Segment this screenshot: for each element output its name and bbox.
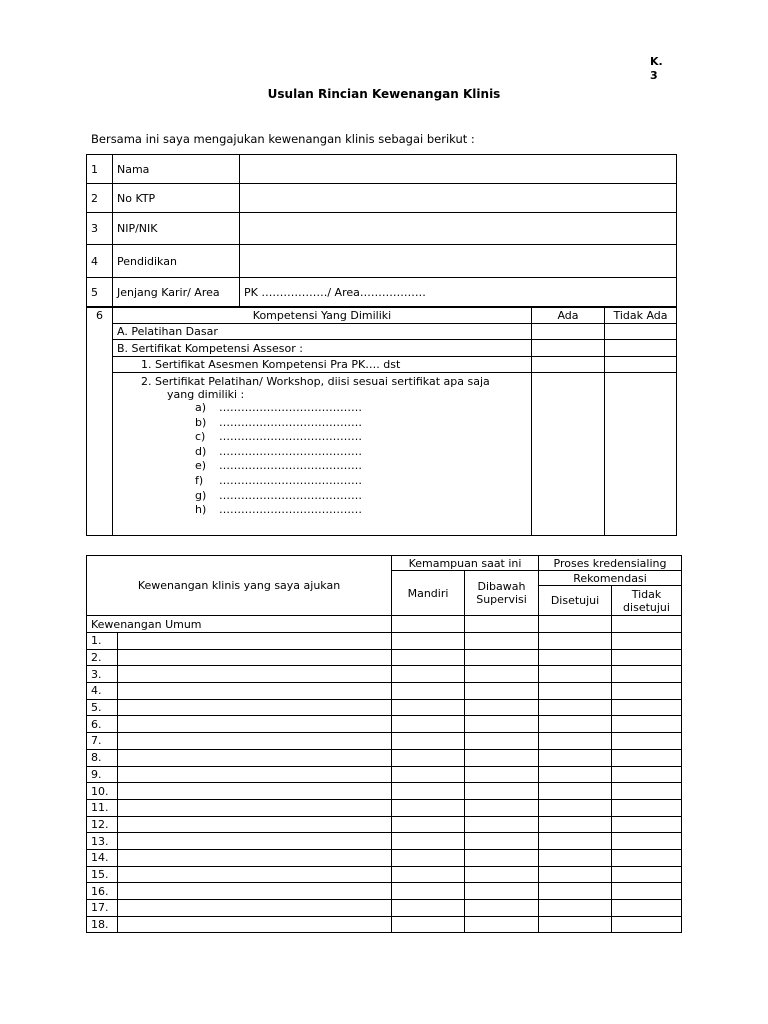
disetujui-cell[interactable] (539, 649, 612, 666)
authority-table (86, 555, 682, 933)
row-number: 12. (87, 816, 118, 833)
row-number: 3. (87, 666, 118, 683)
sub-item-label: g) (195, 488, 207, 502)
authority-entry[interactable] (118, 783, 392, 800)
form-code: K. 3 (650, 55, 663, 81)
competency-table (86, 307, 677, 536)
table-row (87, 883, 682, 900)
field-label: Pendidikan (113, 245, 240, 278)
authority-entry[interactable] (118, 699, 392, 716)
sub-item (117, 430, 527, 445)
intro-text: Bersama ini saya mengajukan kewenangan klinis sebagai berikut : (91, 132, 475, 146)
dibawah-cell[interactable] (465, 833, 539, 850)
disetujui-header: Disetujui (539, 586, 612, 616)
row-number: 2 (87, 184, 113, 213)
tidak-disetujui-cell[interactable] (612, 633, 682, 650)
authority-entry[interactable] (118, 900, 392, 917)
col-ada-header: Ada (532, 308, 605, 324)
number-cell-blank (87, 373, 113, 536)
number-cell-blank (87, 324, 113, 340)
table-row (87, 799, 682, 816)
row-number: 8. (87, 749, 118, 766)
disetujui-cell[interactable] (539, 783, 612, 800)
row-number: 16. (87, 883, 118, 900)
sub-item (117, 445, 527, 460)
mandiri-cell[interactable] (392, 649, 465, 666)
disetujui-cell[interactable] (539, 916, 612, 933)
sub-item (117, 416, 527, 431)
row-number: 9. (87, 766, 118, 783)
pelatihan-line-1: 2. Sertifikat Pelatihan/ Workshop, diisi sesuai sertifikat apa saja (141, 375, 490, 388)
dibawah-cell[interactable] (465, 683, 539, 700)
tidak-disetujui-cell[interactable] (612, 699, 682, 716)
sub-item-dots: ………………………………… (219, 430, 362, 444)
field-label: NIP/NIK (113, 213, 240, 245)
tidak-ada-check-cell[interactable] (605, 324, 677, 340)
mandiri-cell[interactable] (392, 666, 465, 683)
disetujui-cell[interactable] (539, 833, 612, 850)
sub-item-dots: ………………………………… (219, 401, 362, 414)
sub-item-dots: ………………………………… (219, 503, 362, 517)
sub-item-dots: ………………………………… (219, 459, 362, 473)
tidak-disetujui-cell[interactable] (612, 900, 682, 917)
sub-item-dots: ………………………………… (219, 473, 362, 487)
tidak-disetujui-cell[interactable] (612, 683, 682, 700)
disetujui-cell[interactable] (539, 883, 612, 900)
sub-item-list (117, 401, 527, 518)
row-number: 5. (87, 699, 118, 716)
mandiri-cell[interactable] (392, 866, 465, 883)
dibawah-cell[interactable] (465, 699, 539, 716)
dibawah-cell[interactable] (465, 816, 539, 833)
disetujui-cell[interactable] (539, 866, 612, 883)
authority-main-header: Kewenangan klinis yang saya ajukan (87, 556, 392, 616)
mandiri-cell[interactable] (392, 916, 465, 933)
disetujui-cell[interactable] (539, 666, 612, 683)
tidak-disetujui-cell[interactable] (612, 716, 682, 733)
disetujui-cell[interactable] (539, 766, 612, 783)
identity-row (87, 213, 677, 245)
dibawah-cell[interactable] (465, 666, 539, 683)
col-tidak-ada-header: Tidak Ada (605, 308, 677, 324)
row-number: 4. (87, 683, 118, 700)
tidak-disetujui-cell[interactable] (612, 799, 682, 816)
authority-entry[interactable] (118, 883, 392, 900)
row-number: 4 (87, 245, 113, 278)
rekomendasi-header: Rekomendasi (539, 571, 682, 586)
table-row (87, 749, 682, 766)
disetujui-cell[interactable] (539, 683, 612, 700)
row-number: 5 (87, 278, 113, 307)
mandiri-header: Mandiri (392, 571, 465, 616)
cell[interactable] (465, 616, 539, 633)
sub-item (117, 401, 527, 416)
table-row (87, 683, 682, 700)
table-row (87, 633, 682, 650)
authority-entry[interactable] (118, 733, 392, 750)
page-title: Usulan Rincian Kewenangan Klinis (267, 87, 501, 101)
table-row (87, 900, 682, 917)
identity-table (86, 154, 677, 307)
row-number: 11. (87, 799, 118, 816)
disetujui-cell[interactable] (539, 699, 612, 716)
authority-entry[interactable] (118, 916, 392, 933)
disetujui-cell[interactable] (539, 749, 612, 766)
item-sertifikat-pelatihan (113, 373, 532, 536)
tidak-disetujui-cell[interactable] (612, 849, 682, 866)
table-row (87, 916, 682, 933)
authority-entry[interactable] (118, 649, 392, 666)
kemampuan-header: Kemampuan saat ini (392, 556, 539, 571)
mandiri-cell[interactable] (392, 799, 465, 816)
tidak-disetujui-cell[interactable] (612, 816, 682, 833)
authority-entry[interactable] (118, 833, 392, 850)
row-number: 17. (87, 900, 118, 917)
sub-item-label: c) (195, 430, 206, 444)
disetujui-cell[interactable] (539, 633, 612, 650)
dibawah-cell[interactable] (465, 716, 539, 733)
mandiri-cell[interactable] (392, 716, 465, 733)
dibawah-supervisi-header: Dibawah Supervisi (465, 571, 539, 616)
mandiri-cell[interactable] (392, 833, 465, 850)
row-number: 2. (87, 649, 118, 666)
mandiri-cell[interactable] (392, 783, 465, 800)
field-label: Nama (113, 155, 240, 184)
authority-entry[interactable] (118, 716, 392, 733)
dibawah-cell[interactable] (465, 733, 539, 750)
item-sertifikat-assesor: B. Sertifikat Kompetensi Assesor : (113, 340, 532, 357)
tidak-ada-check-cell[interactable] (605, 340, 677, 357)
sub-item (117, 459, 527, 474)
table-row (87, 766, 682, 783)
item-sertifikat-asesmen: 1. Sertifikat Asesmen Kompetensi Pra PK…. dst (113, 357, 532, 373)
dibawah-cell[interactable] (465, 749, 539, 766)
row-number: 1 (87, 155, 113, 184)
dibawah-cell[interactable] (465, 783, 539, 800)
identity-row (87, 184, 677, 213)
field-label: No KTP (113, 184, 240, 213)
field-value[interactable] (240, 213, 677, 245)
mandiri-cell[interactable] (392, 633, 465, 650)
sub-item-dots: ………………………………… (219, 415, 362, 429)
sub-item-dots: ………………………………… (219, 444, 362, 458)
sub-item-label: e) (195, 459, 207, 473)
disetujui-cell[interactable] (539, 733, 612, 750)
sub-item (117, 489, 527, 504)
dibawah-cell[interactable] (465, 916, 539, 933)
table-row (87, 783, 682, 800)
disetujui-cell[interactable] (539, 716, 612, 733)
dibawah-cell[interactable] (465, 883, 539, 900)
dibawah-cell[interactable] (465, 766, 539, 783)
tidak-disetujui-cell[interactable] (612, 766, 682, 783)
tidak-disetujui-cell[interactable] (612, 866, 682, 883)
competency-number: 6 (87, 308, 113, 324)
field-value[interactable] (240, 184, 677, 213)
row-number: 14. (87, 849, 118, 866)
mandiri-cell[interactable] (392, 699, 465, 716)
ada-check-cell[interactable] (532, 357, 605, 373)
dibawah-cell[interactable] (465, 649, 539, 666)
disetujui-cell[interactable] (539, 799, 612, 816)
mandiri-cell[interactable] (392, 900, 465, 917)
table-row (87, 666, 682, 683)
authority-entry[interactable] (118, 633, 392, 650)
authority-entry[interactable] (118, 866, 392, 883)
authority-entry[interactable] (118, 766, 392, 783)
table-row (87, 849, 682, 866)
field-value[interactable] (240, 155, 677, 184)
mandiri-cell[interactable] (392, 683, 465, 700)
identity-row (87, 278, 677, 307)
dibawah-cell[interactable] (465, 849, 539, 866)
sub-item-label: a) (195, 401, 207, 414)
sub-item-dots: ………………………………… (219, 488, 362, 502)
row-number: 6. (87, 716, 118, 733)
tidak-disetujui-cell[interactable] (612, 749, 682, 766)
disetujui-cell[interactable] (539, 900, 612, 917)
authority-entry[interactable] (118, 816, 392, 833)
tidak-disetujui-cell[interactable] (612, 649, 682, 666)
section-kewenangan-umum: Kewenangan Umum (87, 616, 392, 633)
dibawah-cell[interactable] (465, 866, 539, 883)
tidak-disetujui-cell[interactable] (612, 666, 682, 683)
sub-item-label: h) (195, 503, 207, 517)
row-number: 7. (87, 733, 118, 750)
tidak-disetujui-header: Tidak disetujui (612, 586, 682, 616)
sub-item (117, 474, 527, 489)
row-number: 18. (87, 916, 118, 933)
ada-check-cell[interactable] (532, 324, 605, 340)
authority-entry[interactable] (118, 799, 392, 816)
tidak-ada-check-cell[interactable] (605, 357, 677, 373)
competency-header: Kompetensi Yang Dimiliki (113, 308, 532, 324)
row-number: 1. (87, 633, 118, 650)
mandiri-cell[interactable] (392, 733, 465, 750)
mandiri-cell[interactable] (392, 849, 465, 866)
tidak-disetujui-cell[interactable] (612, 783, 682, 800)
disetujui-cell[interactable] (539, 816, 612, 833)
ada-check-cell[interactable] (532, 373, 605, 536)
sub-item-label: b) (195, 415, 207, 429)
table-row (87, 816, 682, 833)
row-number: 13. (87, 833, 118, 850)
sub-item-label: d) (195, 444, 207, 458)
authority-entry[interactable] (118, 849, 392, 866)
sub-item (117, 503, 527, 518)
row-number: 10. (87, 783, 118, 800)
number-cell-blank (87, 357, 113, 373)
mandiri-cell[interactable] (392, 766, 465, 783)
authority-entry[interactable] (118, 666, 392, 683)
tidak-disetujui-cell[interactable] (612, 916, 682, 933)
dibawah-cell[interactable] (465, 633, 539, 650)
proses-header: Proses kredensialing (539, 556, 682, 571)
field-label: Jenjang Karir/ Area (113, 278, 240, 307)
table-row (87, 699, 682, 716)
dibawah-cell[interactable] (465, 799, 539, 816)
identity-row (87, 245, 677, 278)
authority-entry[interactable] (118, 749, 392, 766)
field-value[interactable] (240, 245, 677, 278)
field-value[interactable]: PK ………………/ Area……………… (240, 278, 677, 307)
pelatihan-line-2: yang dimiliki : (167, 388, 245, 401)
row-number: 3 (87, 213, 113, 245)
cell[interactable] (392, 616, 465, 633)
table-row (87, 866, 682, 883)
cell[interactable] (539, 616, 612, 633)
mandiri-cell[interactable] (392, 816, 465, 833)
mandiri-cell[interactable] (392, 749, 465, 766)
table-row (87, 833, 682, 850)
cell[interactable] (612, 616, 682, 633)
tidak-disetujui-cell[interactable] (612, 883, 682, 900)
mandiri-cell[interactable] (392, 883, 465, 900)
table-row (87, 716, 682, 733)
table-row (87, 649, 682, 666)
item-pelatihan-dasar: A. Pelatihan Dasar (113, 324, 532, 340)
authority-entry[interactable] (118, 683, 392, 700)
sub-item-label: f) (195, 473, 204, 487)
number-cell-blank (87, 340, 113, 357)
tidak-disetujui-cell[interactable] (612, 733, 682, 750)
ada-check-cell[interactable] (532, 340, 605, 357)
tidak-ada-check-cell[interactable] (605, 373, 677, 536)
identity-row (87, 155, 677, 184)
table-row (87, 733, 682, 750)
tidak-disetujui-cell[interactable] (612, 833, 682, 850)
dibawah-cell[interactable] (465, 900, 539, 917)
disetujui-cell[interactable] (539, 849, 612, 866)
row-number: 15. (87, 866, 118, 883)
